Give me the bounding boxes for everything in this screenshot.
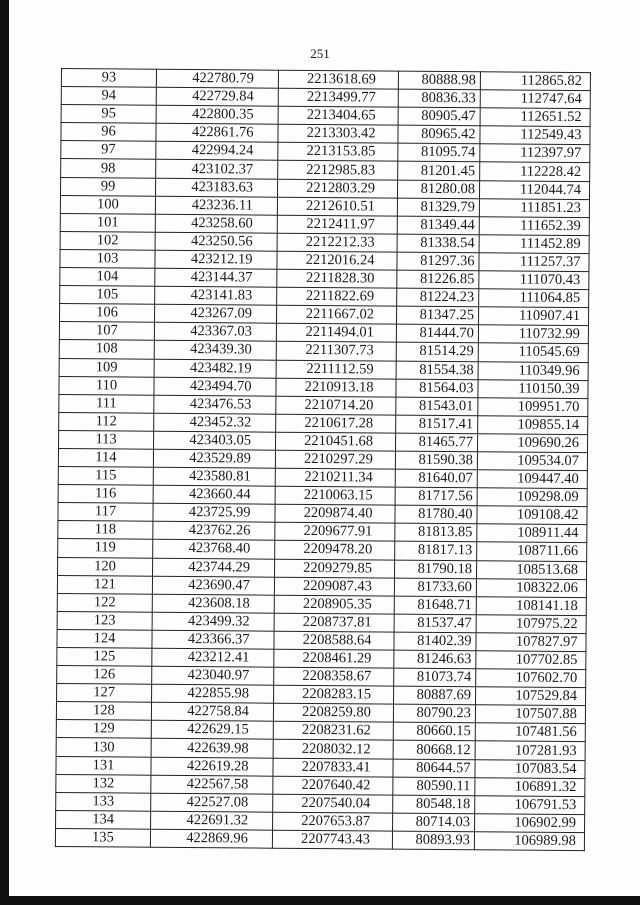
value-cell-1: 422855.98 xyxy=(152,684,274,703)
value-cell-4: 109534.07 xyxy=(477,452,587,471)
value-cell-4: 112865.82 xyxy=(480,72,590,91)
value-cell-2: 2210617.28 xyxy=(276,414,396,433)
value-cell-4: 110349.96 xyxy=(478,361,588,380)
value-cell-1: 422729.84 xyxy=(156,87,278,106)
point-number-cell: 134 xyxy=(56,810,151,829)
value-cell-1: 423144.37 xyxy=(155,268,277,287)
value-cell-1: 422629.15 xyxy=(151,721,273,740)
value-cell-2: 2211828.30 xyxy=(277,269,397,288)
value-cell-2: 2210913.18 xyxy=(276,378,396,397)
value-cell-1: 423439.30 xyxy=(154,341,276,360)
value-cell-4: 109298.09 xyxy=(477,488,587,507)
value-cell-2: 2213404.65 xyxy=(278,106,398,125)
value-cell-2: 2212411.97 xyxy=(277,215,397,234)
value-cell-4: 107481.56 xyxy=(475,723,585,742)
value-cell-3: 81338.54 xyxy=(397,234,479,253)
value-cell-1: 423250.56 xyxy=(155,232,277,251)
value-cell-4: 112228.42 xyxy=(480,162,590,181)
value-cell-4: 108911.44 xyxy=(477,524,587,543)
value-cell-2: 2209677.91 xyxy=(275,523,395,542)
value-cell-1: 423366.37 xyxy=(152,630,274,649)
value-cell-2: 2211494.01 xyxy=(276,324,396,343)
scan-border-bottom xyxy=(0,896,640,905)
value-cell-1: 423768.40 xyxy=(153,540,275,559)
value-cell-3: 80887.69 xyxy=(394,686,476,705)
value-cell-4: 110907.41 xyxy=(478,307,588,326)
value-cell-1: 422994.24 xyxy=(156,142,278,161)
value-cell-2: 2208283.15 xyxy=(274,685,394,704)
value-cell-1: 423236.11 xyxy=(155,196,277,215)
value-cell-4: 106989.98 xyxy=(474,832,584,851)
point-number-cell: 119 xyxy=(58,539,153,558)
value-cell-1: 422780.79 xyxy=(156,69,278,88)
point-number-cell: 122 xyxy=(57,593,152,612)
point-number-cell: 129 xyxy=(56,720,151,739)
value-cell-1: 422691.32 xyxy=(151,811,273,830)
value-cell-1: 423102.37 xyxy=(156,160,278,179)
value-cell-3: 81790.18 xyxy=(395,560,477,579)
value-cell-4: 107529.84 xyxy=(476,687,586,706)
point-number-cell: 118 xyxy=(58,521,153,540)
point-number-cell: 124 xyxy=(57,629,152,648)
value-cell-2: 2210063.15 xyxy=(275,486,395,505)
value-cell-3: 81465.77 xyxy=(396,433,478,452)
point-number-cell: 113 xyxy=(59,430,154,449)
point-number-cell: 103 xyxy=(60,249,155,268)
value-cell-1: 422861.76 xyxy=(156,124,278,143)
value-cell-2: 2207653.87 xyxy=(273,812,393,831)
point-number-cell: 135 xyxy=(55,828,150,847)
point-number-cell: 121 xyxy=(57,575,152,594)
value-cell-1: 423403.05 xyxy=(154,431,276,450)
value-cell-1: 423529.89 xyxy=(153,449,275,468)
value-cell-2: 2212610.51 xyxy=(277,197,397,216)
value-cell-3: 80790.23 xyxy=(393,704,475,723)
value-cell-2: 2211822.69 xyxy=(277,287,397,306)
coordinate-table xyxy=(55,68,591,851)
value-cell-3: 80836.33 xyxy=(398,89,480,108)
value-cell-2: 2213499.77 xyxy=(278,88,398,107)
value-cell-3: 81402.39 xyxy=(394,632,476,651)
value-cell-2: 2208032.12 xyxy=(273,740,393,759)
value-cell-3: 80590.11 xyxy=(393,777,475,796)
value-cell-3: 80668.12 xyxy=(393,741,475,760)
point-number-cell: 125 xyxy=(57,647,152,666)
value-cell-1: 423725.99 xyxy=(153,503,275,522)
point-number-cell: 108 xyxy=(59,340,154,359)
value-cell-3: 81201.45 xyxy=(398,162,480,181)
value-cell-3: 81347.25 xyxy=(396,306,478,325)
point-number-cell: 131 xyxy=(56,756,151,775)
point-number-cell: 104 xyxy=(60,268,155,287)
value-cell-2: 2208259.80 xyxy=(273,703,393,722)
point-number-cell: 102 xyxy=(60,231,155,250)
value-cell-2: 2208905.35 xyxy=(274,595,394,614)
value-cell-2: 2210297.29 xyxy=(275,450,395,469)
value-cell-1: 422758.84 xyxy=(151,703,273,722)
value-cell-4: 111064.85 xyxy=(479,289,589,308)
value-cell-1: 423482.19 xyxy=(154,359,276,378)
value-cell-3: 81590.38 xyxy=(395,451,477,470)
value-cell-3: 80888.98 xyxy=(398,71,480,90)
value-cell-2: 2211667.02 xyxy=(276,305,396,324)
value-cell-3: 81733.60 xyxy=(394,578,476,597)
value-cell-2: 2211307.73 xyxy=(276,342,396,361)
value-cell-1: 422527.08 xyxy=(151,793,273,812)
value-cell-2: 2208358.67 xyxy=(274,667,394,686)
value-cell-2: 2208588.64 xyxy=(274,631,394,650)
value-cell-1: 422619.28 xyxy=(151,757,273,776)
value-cell-2: 2207833.41 xyxy=(273,758,393,777)
point-number-cell: 128 xyxy=(56,702,151,721)
value-cell-4: 112651.52 xyxy=(480,108,590,127)
point-number-cell: 99 xyxy=(61,177,156,196)
value-cell-4: 108513.68 xyxy=(477,560,587,579)
value-cell-3: 81095.74 xyxy=(398,144,480,163)
value-cell-2: 2207640.42 xyxy=(273,776,393,795)
value-cell-2: 2209087.43 xyxy=(274,577,394,596)
point-number-cell: 116 xyxy=(58,485,153,504)
value-cell-2: 2212212.33 xyxy=(277,233,397,252)
value-cell-1: 423367.03 xyxy=(154,323,276,342)
value-cell-4: 107083.54 xyxy=(475,759,585,778)
point-number-cell: 111 xyxy=(59,394,154,413)
point-number-cell: 97 xyxy=(61,141,156,160)
value-cell-2: 2208231.62 xyxy=(273,722,393,741)
value-cell-3: 81444.70 xyxy=(396,324,478,343)
value-cell-2: 2207540.04 xyxy=(273,794,393,813)
value-cell-3: 81813.85 xyxy=(395,523,477,542)
value-cell-1: 423040.97 xyxy=(152,666,274,685)
point-number-cell: 94 xyxy=(61,87,156,106)
value-cell-3: 81329.79 xyxy=(397,198,479,217)
value-cell-2: 2212985.83 xyxy=(278,161,398,180)
value-cell-4: 112549.43 xyxy=(480,126,590,145)
value-cell-4: 110732.99 xyxy=(478,325,588,344)
point-number-cell: 123 xyxy=(57,611,152,630)
value-cell-4: 111070.43 xyxy=(479,271,589,290)
point-number-cell: 117 xyxy=(58,503,153,522)
value-cell-3: 80905.47 xyxy=(398,107,480,126)
value-cell-2: 2208737.81 xyxy=(274,613,394,632)
value-cell-1: 423258.60 xyxy=(155,214,277,233)
value-cell-3: 80644.57 xyxy=(393,759,475,778)
point-number-cell: 127 xyxy=(57,684,152,703)
value-cell-3: 81780.40 xyxy=(395,505,477,524)
point-number-cell: 96 xyxy=(61,123,156,142)
page-number: 251 xyxy=(310,46,330,61)
value-cell-3: 80893.93 xyxy=(392,831,474,850)
value-cell-1: 423690.47 xyxy=(152,576,274,595)
value-cell-4: 107827.97 xyxy=(476,633,586,652)
value-cell-1: 423762.26 xyxy=(153,522,275,541)
value-cell-3: 80548.18 xyxy=(393,795,475,814)
value-cell-4: 106791.53 xyxy=(475,796,585,815)
value-cell-3: 81246.63 xyxy=(394,650,476,669)
point-number-cell: 93 xyxy=(61,69,156,88)
value-cell-3: 81640.07 xyxy=(395,469,477,488)
point-number-cell: 98 xyxy=(61,159,156,178)
value-cell-3: 81564.03 xyxy=(396,379,478,398)
value-cell-2: 2210714.20 xyxy=(276,396,396,415)
value-cell-1: 423580.81 xyxy=(153,467,275,486)
value-cell-2: 2212016.24 xyxy=(277,251,397,270)
value-cell-4: 111452.89 xyxy=(479,235,589,254)
point-number-cell: 100 xyxy=(60,195,155,214)
value-cell-1: 423452.32 xyxy=(154,413,276,432)
value-cell-1: 422800.35 xyxy=(156,105,278,124)
value-cell-3: 80714.03 xyxy=(393,813,475,832)
value-cell-1: 422639.98 xyxy=(151,739,273,758)
value-cell-2: 2213153.85 xyxy=(278,143,398,162)
value-cell-2: 2213618.69 xyxy=(278,70,398,89)
value-cell-4: 108711.66 xyxy=(477,542,587,561)
value-cell-4: 112397.97 xyxy=(480,144,590,163)
value-cell-3: 81717.56 xyxy=(395,487,477,506)
value-cell-4: 108141.18 xyxy=(476,596,586,615)
value-cell-3: 81073.74 xyxy=(394,668,476,687)
value-cell-2: 2209874.40 xyxy=(275,504,395,523)
value-cell-3: 80660.15 xyxy=(393,723,475,742)
value-cell-4: 106902.99 xyxy=(475,814,585,833)
value-cell-2: 2211112.59 xyxy=(276,360,396,379)
value-cell-1: 423608.18 xyxy=(152,594,274,613)
value-cell-3: 81226.85 xyxy=(397,270,479,289)
value-cell-3: 81349.44 xyxy=(397,216,479,235)
value-cell-1: 423183.63 xyxy=(155,178,277,197)
value-cell-4: 107507.88 xyxy=(475,705,585,724)
value-cell-4: 109108.42 xyxy=(477,506,587,525)
value-cell-2: 2210451.68 xyxy=(276,432,396,451)
value-cell-1: 423212.41 xyxy=(152,648,274,667)
value-cell-2: 2209279.85 xyxy=(275,559,395,578)
value-cell-4: 109690.26 xyxy=(477,434,587,453)
value-cell-3: 81224.23 xyxy=(397,288,479,307)
point-number-cell: 106 xyxy=(60,304,155,323)
value-cell-4: 107602.70 xyxy=(476,669,586,688)
value-cell-2: 2209478.20 xyxy=(275,541,395,560)
point-number-cell: 132 xyxy=(56,774,151,793)
value-cell-3: 81648.71 xyxy=(394,596,476,615)
value-cell-1: 423494.70 xyxy=(154,377,276,396)
point-number-cell: 112 xyxy=(59,412,154,431)
value-cell-3: 80965.42 xyxy=(398,125,480,144)
point-number-cell: 115 xyxy=(58,467,153,486)
value-cell-4: 112044.74 xyxy=(479,180,589,199)
point-number-cell: 107 xyxy=(59,322,154,341)
value-cell-1: 423744.29 xyxy=(153,558,275,577)
value-cell-4: 111257.37 xyxy=(479,253,589,272)
value-cell-3: 81297.36 xyxy=(397,252,479,271)
value-cell-1: 423212.19 xyxy=(155,250,277,269)
point-number-cell: 95 xyxy=(61,105,156,124)
table-row xyxy=(55,828,584,850)
value-cell-1: 423141.83 xyxy=(155,286,277,305)
point-number-cell: 114 xyxy=(58,448,153,467)
value-cell-2: 2210211.34 xyxy=(275,468,395,487)
value-cell-4: 109855.14 xyxy=(478,416,588,435)
value-cell-3: 81554.38 xyxy=(396,361,478,380)
value-cell-3: 81817.13 xyxy=(395,542,477,561)
value-cell-3: 81514.29 xyxy=(396,343,478,362)
value-cell-3: 81543.01 xyxy=(396,397,478,416)
value-cell-4: 111652.39 xyxy=(479,217,589,236)
table-body xyxy=(55,69,590,851)
value-cell-1: 422869.96 xyxy=(150,829,272,848)
point-number-cell: 101 xyxy=(60,213,155,232)
value-cell-4: 107281.93 xyxy=(475,741,585,760)
point-number-cell: 120 xyxy=(58,557,153,576)
value-cell-4: 109951.70 xyxy=(478,397,588,416)
value-cell-4: 109447.40 xyxy=(477,470,587,489)
value-cell-4: 107702.85 xyxy=(476,651,586,670)
value-cell-4: 110150.39 xyxy=(478,379,588,398)
value-cell-4: 107975.22 xyxy=(476,615,586,634)
value-cell-4: 112747.64 xyxy=(480,90,590,109)
value-cell-4: 111851.23 xyxy=(479,198,589,217)
value-cell-4: 110545.69 xyxy=(478,343,588,362)
value-cell-4: 106891.32 xyxy=(475,777,585,796)
value-cell-2: 2207743.43 xyxy=(272,830,392,849)
value-cell-1: 423499.32 xyxy=(152,612,274,631)
point-number-cell: 110 xyxy=(59,376,154,395)
value-cell-2: 2208461.29 xyxy=(274,649,394,668)
value-cell-4: 108322.06 xyxy=(476,578,586,597)
value-cell-1: 423476.53 xyxy=(154,395,276,414)
point-number-cell: 126 xyxy=(57,666,152,685)
scan-border-left xyxy=(0,0,9,905)
point-number-cell: 105 xyxy=(60,286,155,305)
point-number-cell: 133 xyxy=(56,792,151,811)
value-cell-3: 81537.47 xyxy=(394,614,476,633)
value-cell-2: 2212803.29 xyxy=(277,179,397,198)
value-cell-1: 423660.44 xyxy=(153,485,275,504)
value-cell-1: 422567.58 xyxy=(151,775,273,794)
value-cell-3: 81517.41 xyxy=(396,415,478,434)
point-number-cell: 130 xyxy=(56,738,151,757)
value-cell-2: 2213303.42 xyxy=(278,124,398,143)
point-number-cell: 109 xyxy=(59,358,154,377)
value-cell-1: 423267.09 xyxy=(155,304,277,323)
value-cell-3: 81280.08 xyxy=(397,180,479,199)
